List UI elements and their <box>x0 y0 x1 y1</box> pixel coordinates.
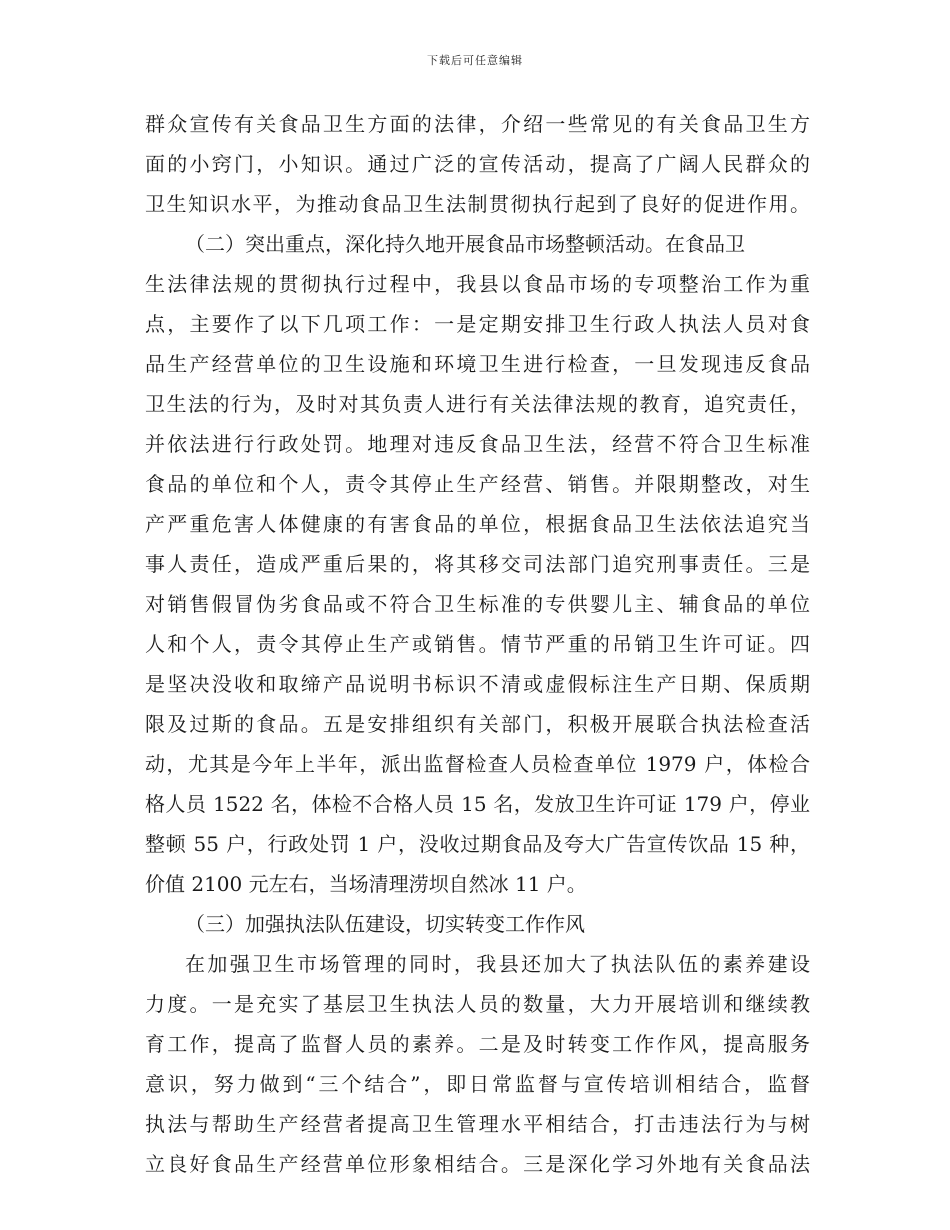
text-line: 食品的单位和个人，责令其停止生产经营、销售。并限期整改，对生 <box>145 472 810 496</box>
text-line: 卫生法的行为，及时对其负责人进行有关法律法规的教育，追究责任， <box>145 392 810 416</box>
text-line: 事人责任，造成严重后果的，将其移交司法部门追究刑事责任。三是 <box>145 552 810 576</box>
text-line: 面的小窍门，小知识。通过广泛的宣传活动，提高了广阔人民群众的 <box>145 152 810 176</box>
text-line: 执法与帮助生产经营者提高卫生管理水平相结合，打击违法行为与树 <box>145 1112 810 1136</box>
text-line: 整顿 55 户，行政处罚 1 户，没收过期食品及夸大广告宣传饮品 15 种， <box>145 832 810 856</box>
text-line: 对销售假冒伪劣食品或不符合卫生标准的专供婴儿主、辅食品的单位 <box>145 592 810 616</box>
text-line: 动，尤其是今年上半年，派出监督检查人员检查单位 1979 户，体检合 <box>145 752 810 776</box>
section-heading-2: （二）突出重点，深化持久地开展食品市场整顿活动。在食品卫 <box>185 232 745 256</box>
text-line: 并依法进行行政处罚。地理对违反食品卫生法，经营不符合卫生标准 <box>145 432 810 456</box>
text-line: 立良好食品生产经营单位形象相结合。三是深化学习外地有关食品法 <box>145 1152 810 1176</box>
text-line: 价值 2100 元左右，当场清理涝坝自然冰 11 户。 <box>145 872 587 896</box>
text-line: 群众宣传有关食品卫生方面的法律，介绍一些常见的有关食品卫生方 <box>145 112 810 136</box>
document-body <box>145 104 810 1184</box>
text-line: 意识，努力做到“三个结合”，即日常监督与宣传培训相结合，监督 <box>145 1072 810 1096</box>
text-line: 人和个人，责令其停止生产或销售。情节严重的吊销卫生许可证。四 <box>145 632 810 656</box>
text-line: 点，主要作了以下几项工作：一是定期安排卫生行政人执法人员对食 <box>145 312 810 336</box>
text-line: 生法律法规的贯彻执行过程中，我县以食品市场的专项整治工作为重 <box>145 272 810 296</box>
text-line: 在加强卫生市场管理的同时，我县还加大了执法队伍的素养建设 <box>185 952 810 976</box>
page-header-note: 下载后可任意编辑 <box>427 54 523 67</box>
section-heading-3: （三）加强执法队伍建设，切实转变工作作风 <box>185 912 585 936</box>
text-line: 品生产经营单位的卫生设施和环境卫生进行检查，一旦发现违反食品 <box>145 352 810 376</box>
text-line: 是坚决没收和取缔产品说明书标识不清或虚假标注生产日期、保质期 <box>145 672 810 696</box>
text-line: 产严重危害人体健康的有害食品的单位，根据食品卫生法依法追究当 <box>145 512 810 536</box>
text-line: 卫生知识水平，为推动食品卫生法制贯彻执行起到了良好的促进作用。 <box>145 192 810 216</box>
text-line: 格人员 1522 名，体检不合格人员 15 名，发放卫生许可证 179 户，停业 <box>145 792 810 816</box>
text-line: 力度。一是充实了基层卫生执法人员的数量，大力开展培训和继续教 <box>145 992 810 1016</box>
text-line: 限及过斯的食品。五是安排组织有关部门，积极开展联合执法检查活 <box>145 712 810 736</box>
text-line: 育工作，提高了监督人员的素养。二是及时转变工作作风，提高服务 <box>145 1032 810 1056</box>
